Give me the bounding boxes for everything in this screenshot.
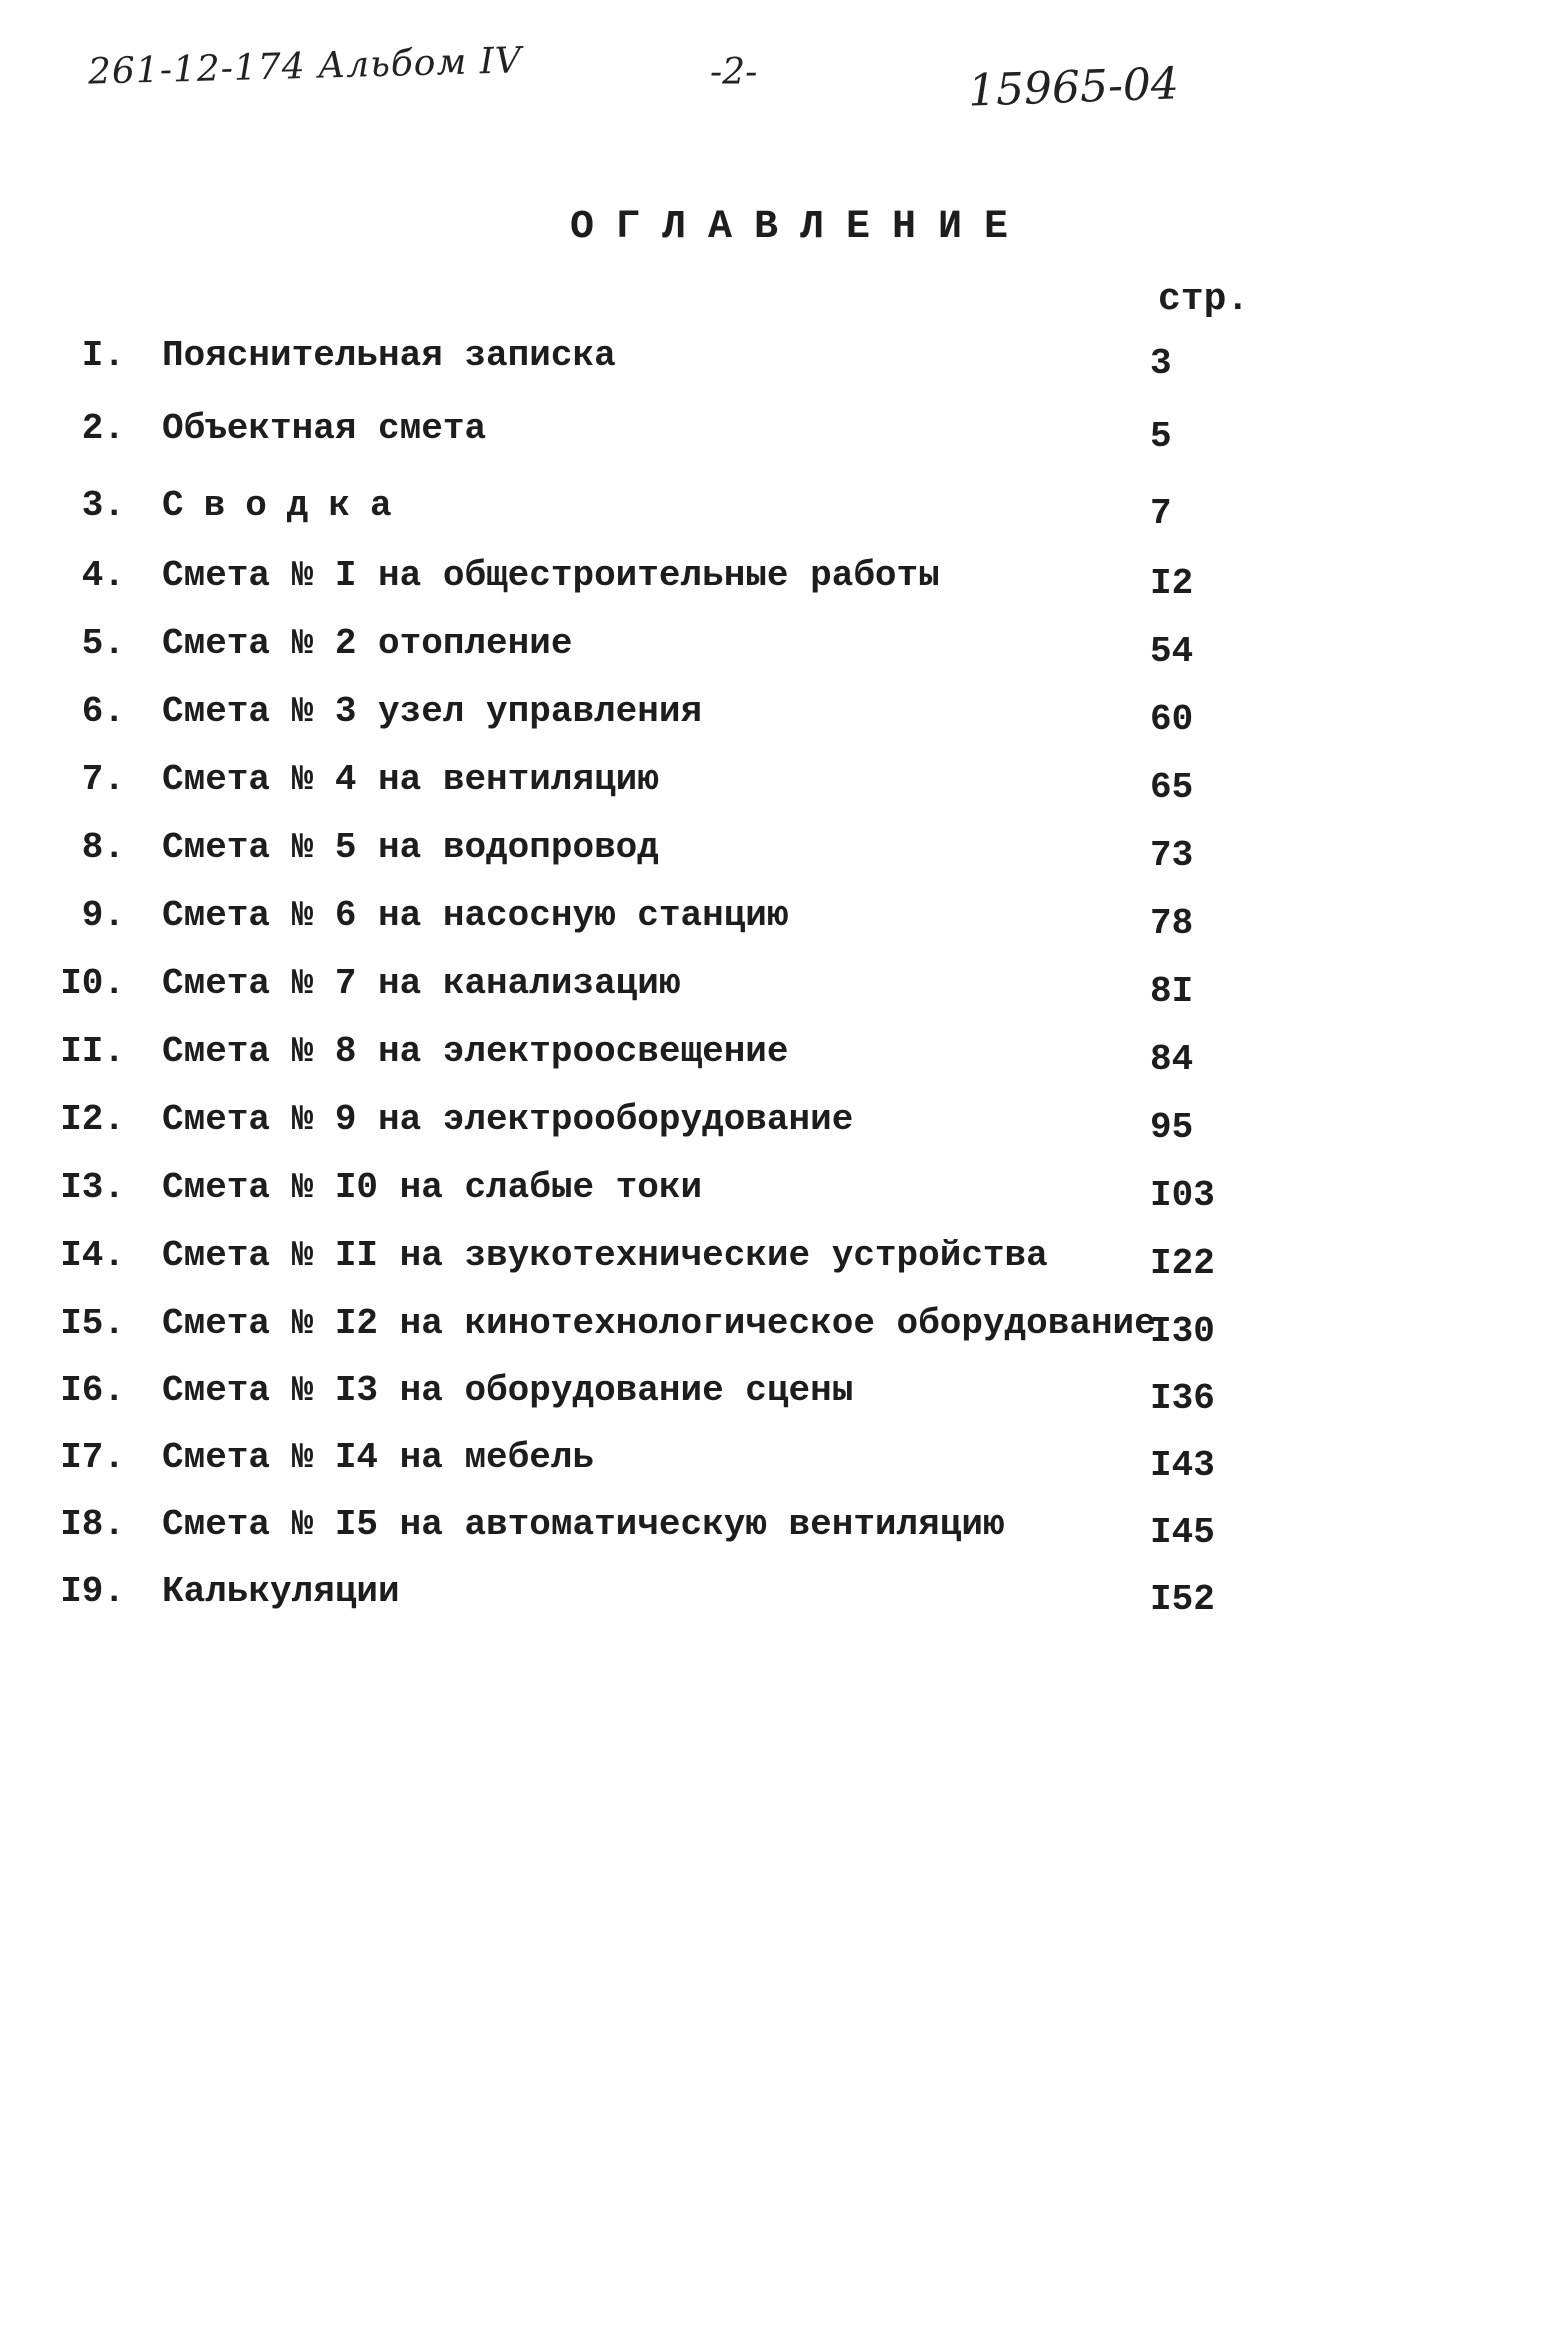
toc-item-page: I45: [1150, 1512, 1215, 1553]
toc-item: [0, 1031, 1555, 1087]
toc-item-title: Смета № I3 на оборудование сцены: [162, 1370, 854, 1411]
toc-item-number: I0.: [60, 963, 125, 1004]
toc-item-title: Смета № 6 на насосную станцию: [162, 895, 789, 936]
toc-item: [0, 408, 1555, 464]
toc-title: ОГЛАВЛЕНИЕ: [570, 205, 1031, 250]
toc-item: [0, 1437, 1555, 1493]
toc-item-number: 7.: [81, 759, 125, 800]
toc-item: [0, 1167, 1555, 1223]
toc-item-number: I3.: [60, 1167, 125, 1208]
toc-item: [0, 691, 1555, 747]
toc-item: [0, 1099, 1555, 1155]
toc-item-page: I36: [1150, 1378, 1215, 1419]
toc-item-title: Смета № I2 на кинотехнологическое оборудование: [162, 1303, 1156, 1344]
toc-item-number: I5.: [60, 1303, 125, 1344]
toc-item: [0, 555, 1555, 611]
toc-item: [0, 623, 1555, 679]
toc-item-number: 2.: [81, 408, 125, 449]
toc-item-number: 3.: [81, 485, 125, 526]
toc-item-number: 5.: [81, 623, 125, 664]
toc-item-page: I43: [1150, 1445, 1215, 1486]
toc-item-title: Объектная смета: [162, 408, 487, 449]
toc-item-title: Сводка: [162, 485, 412, 526]
toc-item-title: Смета № I4 на мебель: [162, 1437, 595, 1478]
toc-item-title: Калькуляции: [162, 1571, 400, 1612]
toc-item-title: Смета № 7 на канализацию: [162, 963, 681, 1004]
toc-item-page: I2: [1150, 563, 1194, 604]
document-code: 261-12-174 Альбом IV: [87, 40, 523, 93]
toc-item-number: I.: [81, 335, 125, 376]
toc-item-page: 8I: [1150, 971, 1194, 1012]
toc-item-title: Смета № 9 на электрооборудование: [162, 1099, 854, 1140]
toc-item-number: I9.: [60, 1571, 125, 1612]
toc-item-number: 9.: [81, 895, 125, 936]
toc-item-number: I7.: [60, 1437, 125, 1478]
toc-item: [0, 335, 1555, 391]
toc-item-number: 6.: [81, 691, 125, 732]
toc-item: [0, 895, 1555, 951]
toc-item: [0, 759, 1555, 815]
page-column-label: стр.: [1158, 278, 1250, 321]
toc-item-page: 60: [1150, 699, 1194, 740]
toc-item: [0, 1504, 1555, 1560]
toc-item-title: Смета № 3 узел управления: [162, 691, 703, 732]
toc-item-title: Смета № I0 на слабые токи: [162, 1167, 703, 1208]
document-number: 15965-04: [967, 58, 1180, 117]
toc-item-number: I4.: [60, 1235, 125, 1276]
page-number: -2-: [710, 52, 758, 93]
toc-item-title: Пояснительная записка: [162, 335, 616, 376]
toc-item: [0, 485, 1555, 541]
toc-item: [0, 1370, 1555, 1426]
toc-item-page: I30: [1150, 1311, 1215, 1352]
toc-item-number: II.: [60, 1031, 125, 1072]
toc-item-page: 3: [1150, 343, 1172, 384]
toc-item-page: I22: [1150, 1243, 1215, 1284]
toc-item-number: I8.: [60, 1504, 125, 1545]
toc-item-page: 95: [1150, 1107, 1194, 1148]
toc-item-page: 5: [1150, 416, 1172, 457]
toc-item-page: 73: [1150, 835, 1194, 876]
toc-item-title: Смета № 8 на электроосвещение: [162, 1031, 789, 1072]
toc-item-title: Смета № II на звукотехнические устройства: [162, 1235, 1048, 1276]
toc-item-number: I2.: [60, 1099, 125, 1140]
toc-item-page: 65: [1150, 767, 1194, 808]
toc-item-page: I03: [1150, 1175, 1215, 1216]
toc-item-title: Смета № I5 на автоматическую вентиляцию: [162, 1504, 1005, 1545]
toc-item-page: I52: [1150, 1579, 1215, 1620]
toc-item-page: 78: [1150, 903, 1194, 944]
toc-item: [0, 963, 1555, 1019]
toc-item-title: Смета № I на общестроительные работы: [162, 555, 940, 596]
toc-item: [0, 827, 1555, 883]
toc-item-number: 4.: [81, 555, 125, 596]
toc-item-page: 54: [1150, 631, 1194, 672]
toc-item: [0, 1303, 1555, 1359]
toc-item-title: Смета № 5 на водопровод: [162, 827, 659, 868]
toc-item-title: Смета № 4 на вентиляцию: [162, 759, 659, 800]
toc-item: [0, 1235, 1555, 1291]
toc-item: [0, 1571, 1555, 1627]
toc-item-title: Смета № 2 отопление: [162, 623, 573, 664]
toc-item-page: 84: [1150, 1039, 1194, 1080]
toc-item-number: I6.: [60, 1370, 125, 1411]
toc-item-number: 8.: [81, 827, 125, 868]
toc-item-page: 7: [1150, 493, 1172, 534]
